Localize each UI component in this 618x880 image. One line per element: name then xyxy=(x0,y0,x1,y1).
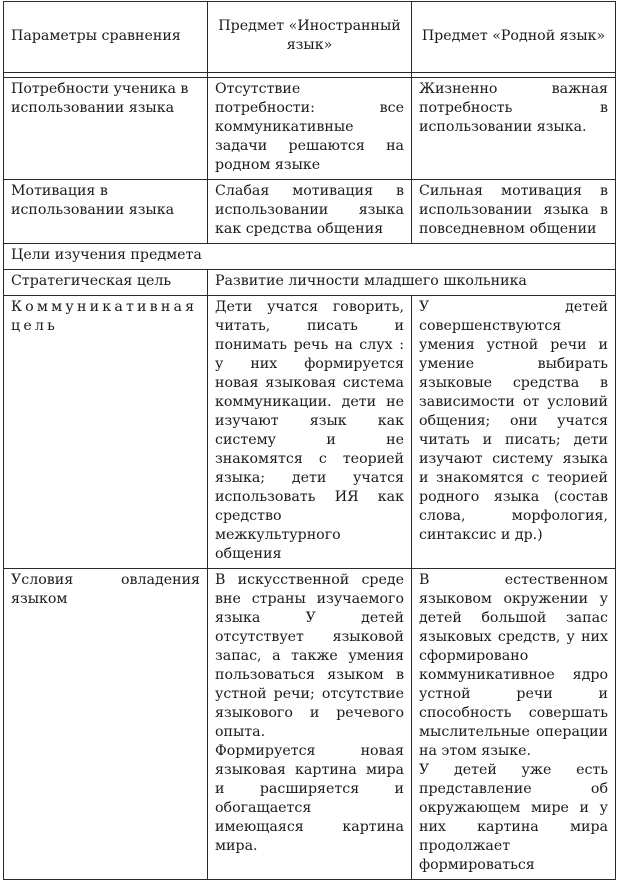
comparison-table xyxy=(3,1,616,880)
param-motivation: Мотивация в использовании языка xyxy=(4,180,208,244)
row-conditions xyxy=(4,569,616,880)
native-conditions xyxy=(412,569,616,880)
foreign-conditions-p2: Формируется новая языковая картина мира и расширяется и обогащается имеющаяся картина мира. xyxy=(215,743,404,854)
param-conditions: Условия овладения языком xyxy=(4,569,208,880)
row-strategic-goal xyxy=(4,270,616,296)
foreign-motivation: Слабая мотивация в использовании языка как средства общения xyxy=(208,180,412,244)
param-strategic-goal: Стратегическая цель xyxy=(4,270,208,296)
row-motivation xyxy=(4,180,616,244)
header-parameters: Параметры сравнения xyxy=(4,2,208,73)
native-conditions-p1: В естественном языковом окружении у детей большой запас языковых средств, у них сформировано коммуникативное ядро устной речи и способность совершать мыслительные операции на этом языке. xyxy=(419,572,608,759)
foreign-communicative-goal: Дети учатся говорить, читать, писать и понимать речь на слух : у них формируется новая языковая система коммуникации. дети не изучают язык как систему и не знакомятся с теорией языка; дети учатся использовать ИЯ как средство межкультурного общения xyxy=(208,296,412,569)
foreign-conditions-p1: В искусственной среде вне страны изучаемого языка У детей отсутствует языковой запас, а также умения пользоваться языком в устной речи; отсутствие языкового и речевого опыта. xyxy=(215,572,404,740)
native-communicative-goal: У детей совершенствуются умения устной речи и умение выбирать языковые средства в зависимости от условий общения; они учатся читать и писать; дети изучают систему языка и знакомятся с теорией родного языка (состав слова, морфология, синтаксис и др.) xyxy=(412,296,616,569)
native-motivation: Сильная мотивация в использовании языка в повседневном общении xyxy=(412,180,616,244)
foreign-conditions xyxy=(208,569,412,880)
row-needs xyxy=(4,78,616,180)
header-foreign-language: Предмет «Иностранный язык» xyxy=(208,2,412,73)
param-communicative-goal: Коммуникативная цель xyxy=(4,296,208,569)
foreign-needs: Отсутствие потребности: все коммуникативные задачи решаются на родном языке xyxy=(208,78,412,180)
header-native-language: Предмет «Родной язык» xyxy=(412,2,616,73)
row-goals-section xyxy=(4,244,616,270)
row-communicative-goal xyxy=(4,296,616,569)
strategic-goal-value: Развитие личности младшего школьника xyxy=(208,270,616,296)
param-needs: Потребности ученика в использовании языка xyxy=(4,78,208,180)
native-needs: Жизненно важная потребность в использовании языка. xyxy=(412,78,616,180)
goals-section-title: Цели изучения предмета xyxy=(4,244,616,270)
native-conditions-p2: У детей уже есть представление об окружающем мире и у них картина мира продолжает формироваться xyxy=(419,762,608,873)
header-row xyxy=(4,2,616,73)
